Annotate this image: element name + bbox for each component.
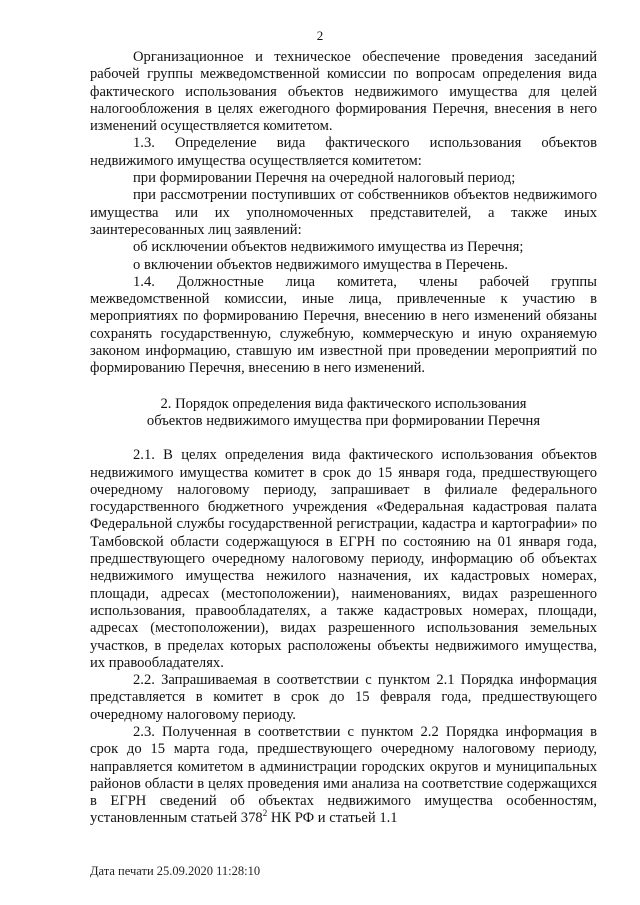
document-body <box>90 49 597 828</box>
paragraph: 1.4. Должностные лица комитета, члены рабочей группы межведомственной комиссии, иные лица, привлеченные к участию в мероприятиях по формированию Перечня, внесению в него изменений обязаны сохранять государственную, служебную, коммерческую и иную охраняемую законом информацию, ставшую им известной при проведении мероприятий по формированию Перечня, внесению в него изменений. <box>90 273 597 377</box>
paragraph-text: 2.3. Полученная в соответствии с пунктом 2.2 Порядка информация в срок до 15 марта года, предшествующего очередному налоговому периоду, направляется комитетом в администрации городских округов и муниципальных районов области в целях проведения ими анализа на соответствие содержащихся в ЕГРН сведений об объектах недвижимого имущества особенностям, установленным статьей 378 <box>90 723 597 827</box>
paragraph: об исключении объектов недвижимого имущества из Перечня; <box>133 239 524 256</box>
print-date-footer: Дата печати 25.09.2020 11:28:10 <box>90 864 261 878</box>
superscript: 2 <box>262 808 268 819</box>
paragraph: 2.2. Запрашиваемая в соответствии с пунктом 2.1 Порядка информация представляется в комитет в срок до 15 февраля года, предшествующего очередному налоговому периоду. <box>90 672 597 723</box>
page-number: 2 <box>316 28 324 43</box>
paragraph: 1.3. Определение вида фактического использования объектов недвижимого имущества осуществляется комитетом: <box>90 135 597 169</box>
section-heading-line: 2. Порядок определения вида фактического использования <box>160 395 527 412</box>
paragraph-last <box>90 724 597 828</box>
paragraph-text: НК РФ и статьей 1.1 <box>267 810 398 827</box>
paragraph: при рассмотрении поступивших от собственников объектов недвижимого имущества или их уполномоченных представителей, а также иных заинтересованных лиц заявлений: <box>90 187 597 238</box>
paragraph: при формировании Перечня на очередной налоговый период; <box>133 170 516 187</box>
paragraph: 2.1. В целях определения вида фактического использования объектов недвижимого имущества комитет в срок до 15 января года, предшествующего очередному налоговому периоду, запрашивает в филиале федерального государственного бюджетного учреждения «Федеральная кадастровая палата Федеральной службы государственной регистрации, кадастра и картографии» по Тамбовской области содержащуюся в ЕГРН по состоянию на 01 января года, предшествующего очередному налоговому периоду, информацию об объектах недвижимого имущества нежилого назначения, их кадастровых номерах, площади, адресах (местоположении), наименованиях, видах разрешенного использования, правообладателях, а также кадастровых номерах, площади, адресах (местоположении), видах разрешенного использования земельных участков, в пределах которых расположены объекты недвижимого имущества, их правообладателях. <box>90 447 597 671</box>
paragraph: Организационное и техническое обеспечение проведения заседаний рабочей группы межведомственной комиссии по вопросам определения вида фактического использования объектов недвижимого имущества для целей налогообложения в целях ежегодного формирования Перечня, внесения в него изменений осуществляется комитетом. <box>90 49 597 135</box>
section-heading-line: объектов недвижимого имущества при формировании Перечня <box>146 412 541 429</box>
section-heading <box>90 396 597 431</box>
paragraph: о включении объектов недвижимого имущества в Перечень. <box>133 256 508 273</box>
